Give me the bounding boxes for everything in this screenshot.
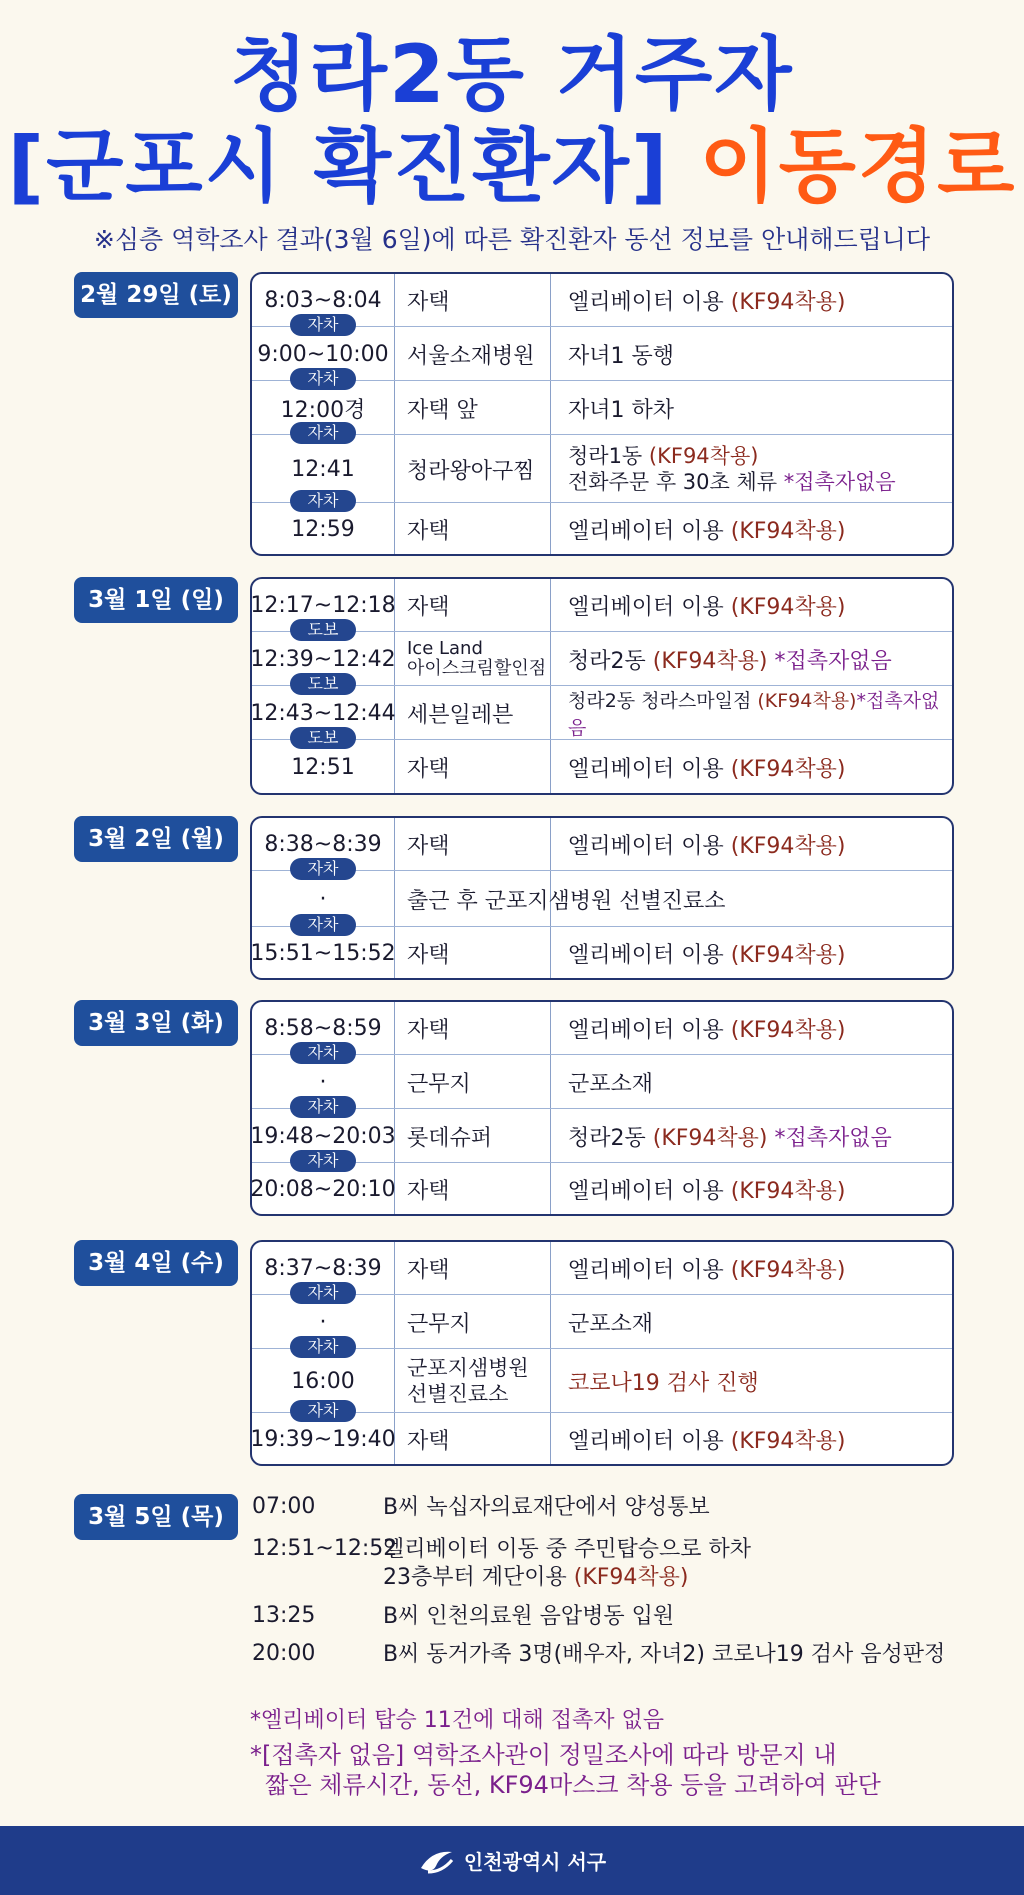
description-text (568, 644, 892, 675)
place-cell (407, 274, 557, 326)
table-row (252, 818, 952, 870)
table-row (252, 1294, 952, 1349)
transport-badge: 자차 (290, 1282, 356, 1304)
description-cell (568, 579, 952, 631)
date-badge: 3월 4일 (수) (74, 1240, 238, 1286)
place-cell (407, 435, 557, 503)
note-elevator: *엘리베이터 탑승 11건에 대해 접촉자 없음 (250, 1708, 664, 1733)
time-text: 15:51~15:52 (250, 940, 396, 966)
description-text (568, 1366, 759, 1397)
description-main: 자녀1 동행 (568, 343, 674, 369)
transport-badge: 자차 (290, 1096, 356, 1118)
time-text: 12:39~12:42 (250, 646, 396, 672)
mask-note: (KF94착용) (730, 289, 846, 315)
place-line1: Ice Land (407, 638, 483, 659)
time-text: · (319, 886, 327, 912)
description-cell (568, 1242, 952, 1294)
note-no-contact-line2: 짧은 체류시간, 동선, KF94마스크 착용 등을 고려하여 판단 (250, 1771, 881, 1799)
mask-note: (KF94착용) (730, 1017, 846, 1043)
time-text: 9:00~10:00 (257, 341, 389, 367)
time-text: 8:58~8:59 (264, 1015, 382, 1041)
event-text: B씨 녹십자의료재단에서 양성통보 (383, 1495, 710, 1520)
date-badge: 3월 3일 (화) (74, 1000, 238, 1046)
description-text (568, 514, 846, 545)
description-text (568, 1253, 846, 1284)
transport-badge: 도보 (290, 673, 356, 695)
mask-note: (KF94착용) (730, 594, 846, 620)
mask-note: (KF94착용) (730, 1257, 846, 1283)
event-description (383, 1641, 945, 1669)
time-text: 19:39~19:40 (250, 1426, 396, 1452)
title-route: 이동경로 (699, 120, 1017, 213)
description-cell (568, 435, 952, 503)
place-text: 자택 앞 (407, 397, 478, 423)
description-main: 청라2동 (568, 1125, 653, 1151)
table-row (252, 739, 952, 794)
place-cell (407, 1163, 557, 1215)
place-cell (407, 503, 557, 555)
event-time: 12:51~12:52 (252, 1536, 398, 1561)
description-cell (568, 1413, 952, 1465)
route-table (250, 577, 954, 795)
incheon-logo-icon (418, 1846, 456, 1876)
table-row (252, 326, 952, 381)
description-cell (568, 381, 952, 435)
description-cell (568, 1295, 952, 1349)
time-text: 8:03~8:04 (264, 287, 382, 313)
description-text (568, 1424, 846, 1455)
place-text: 자택 (407, 942, 450, 968)
table-row (252, 579, 952, 631)
mask-note: (KF94착용) (730, 756, 846, 782)
description-extra: 전화주문 후 30초 체류 (568, 470, 784, 494)
table-row (252, 1054, 952, 1109)
event-description (383, 1536, 751, 1592)
description-main: 군포소재 (568, 1311, 654, 1337)
place-cell (407, 1055, 557, 1109)
place-text: 근무지 (407, 1071, 471, 1097)
place-cell (407, 1242, 557, 1294)
place-cell (407, 818, 557, 870)
event-description (383, 1603, 674, 1631)
description-main: 엘리베이터 이용 (568, 756, 731, 782)
place-text: 자택 (407, 1257, 450, 1283)
place-text: 자택 (407, 1428, 450, 1454)
mask-note: (KF94착용) (730, 833, 846, 859)
description-main: 엘리베이터 이용 (568, 1017, 731, 1043)
footer-org: 인천광역시 서구 (463, 1850, 607, 1874)
transport-badge: 자차 (290, 314, 356, 336)
transport-badge: 자차 (290, 1150, 356, 1172)
time-text: 12:00경 (280, 397, 366, 423)
table-row (252, 1108, 952, 1163)
transport-badge: 자차 (290, 858, 356, 880)
time-text: 16:00 (291, 1368, 355, 1394)
title-confirmed-case: [군포시 확진환자] (7, 120, 670, 213)
place-text: 자택 (407, 518, 450, 544)
place-cell (407, 579, 557, 631)
description-cell (568, 1055, 952, 1109)
description-cell (568, 274, 952, 326)
place-cell (407, 927, 557, 979)
description-main: 엘리베이터 이용 (568, 1257, 731, 1283)
table-row (252, 380, 952, 435)
description-main: 청라2동 청라스마일점 (568, 690, 758, 712)
place-cell (407, 1413, 557, 1465)
time-text: 8:38~8:39 (264, 831, 382, 857)
description-cell (568, 1109, 952, 1163)
description-text (568, 393, 674, 424)
time-text: 12:17~12:18 (250, 592, 396, 618)
transport-badge: 자차 (290, 422, 356, 444)
no-contact-note: *접촉자없음 (774, 648, 892, 674)
time-text: 20:08~20:10 (250, 1176, 396, 1202)
mask-note: 코로나19 검사 진행 (568, 1370, 759, 1396)
place-text: 출근 후 군포지샘병원 선별진료소 (407, 888, 726, 914)
table-row (252, 870, 952, 927)
table-row (252, 1242, 952, 1294)
table-row (252, 1412, 952, 1465)
table-row (252, 434, 952, 503)
mask-note: (KF94착용) (730, 518, 846, 544)
route-table (250, 1000, 954, 1216)
date-badge: 3월 2일 (월) (74, 816, 238, 862)
description-cell (568, 1002, 952, 1054)
time-text: 12:59 (291, 516, 355, 542)
description-text (568, 752, 846, 783)
place-text: 자택 (407, 1178, 450, 1204)
time-text: 12:41 (291, 456, 355, 482)
description-cell (568, 818, 952, 870)
description-cell (568, 503, 952, 555)
time-text: 19:48~20:03 (250, 1123, 396, 1149)
place-cell (407, 1349, 557, 1413)
mask-note: (KF94착용) (757, 690, 857, 712)
mask-note: (KF94착용) (573, 1565, 689, 1590)
date-badge: 3월 1일 (일) (74, 577, 238, 623)
time-text: 12:43~12:44 (250, 700, 396, 726)
mask-note: (KF94착용) (652, 648, 775, 674)
description-cell (568, 1349, 952, 1413)
place-text: 자택 (407, 289, 450, 315)
table-row (252, 1162, 952, 1215)
description-cell (568, 327, 952, 381)
time-text: · (319, 1309, 327, 1335)
description-cell (568, 686, 952, 740)
route-table (250, 1240, 954, 1466)
note-no-contact (250, 1740, 881, 1800)
place-text (407, 1355, 529, 1407)
no-contact-note: *접촉자없음 (774, 1125, 892, 1151)
table-row (252, 926, 952, 979)
time-text: 8:37~8:39 (264, 1255, 382, 1281)
place-text (407, 639, 546, 679)
place-cell (407, 327, 557, 381)
place-text: 자택 (407, 833, 450, 859)
description-main: 엘리베이터 이용 (568, 289, 731, 315)
page-title-line1: 청라2동 거주자 (230, 28, 794, 121)
description-text (568, 339, 674, 370)
description-text (568, 1121, 892, 1152)
description-main: 엘리베이터 이용 (568, 833, 731, 859)
transport-badge: 도보 (290, 619, 356, 641)
description-main: 엘리베이터 이용 (568, 518, 731, 544)
footer (0, 1826, 1024, 1895)
description-main: 청라2동 (568, 648, 653, 674)
transport-badge: 자차 (290, 1336, 356, 1358)
description-text (568, 590, 846, 621)
mask-note: (KF94착용) (730, 1428, 846, 1454)
transport-badge: 자차 (290, 490, 356, 512)
no-contact-note: *접촉자없음 (568, 690, 940, 739)
place-text: 자택 (407, 756, 450, 782)
description-main: 자녀1 하차 (568, 397, 674, 423)
place-text: 근무지 (407, 1311, 471, 1337)
mask-note: (KF94착용) (648, 444, 759, 468)
event-time: 07:00 (252, 1494, 316, 1519)
transport-badge: 도보 (290, 727, 356, 749)
place-text: 서울소재병원 (407, 343, 535, 369)
subtitle: ※심층 역학조사 결과(3월 6일)에 따른 확진환자 동선 정보를 안내해드립니다 (93, 225, 931, 254)
place-text: 청라왕아구찜 (407, 458, 535, 484)
description-text (568, 1174, 846, 1205)
description-cell (568, 632, 952, 686)
event-text-extra: 23층부터 계단이용 (383, 1565, 574, 1590)
description-text (568, 443, 896, 495)
place-cell (407, 1002, 557, 1054)
event-time: 13:25 (252, 1603, 316, 1628)
place-text: 세븐일레븐 (407, 702, 514, 728)
place-cell (407, 686, 557, 740)
table-row (252, 1348, 952, 1413)
event-description (383, 1494, 710, 1522)
description-text (568, 938, 846, 969)
place-line2: 선별진료소 (407, 1382, 509, 1406)
mask-note: (KF94착용) (652, 1125, 775, 1151)
description-text (568, 829, 846, 860)
description-main: 엘리베이터 이용 (568, 1178, 731, 1204)
description-main: 엘리베이터 이용 (568, 1428, 731, 1454)
event-text: B씨 인천의료원 음압병동 입원 (383, 1604, 675, 1629)
description-cell (568, 740, 952, 794)
transport-badge: 자차 (290, 368, 356, 390)
event-time: 20:00 (252, 1641, 316, 1666)
place-text: 자택 (407, 1017, 450, 1043)
date-badge: 2월 29일 (토) (74, 272, 238, 318)
place-text: 롯데슈퍼 (407, 1125, 493, 1151)
table-row (252, 631, 952, 686)
description-main: 엘리베이터 이용 (568, 942, 731, 968)
event-text: 엘리베이터 이동 중 주민탑승으로 하차 (383, 1537, 752, 1562)
description-cell (568, 927, 952, 979)
description-text (568, 1067, 653, 1098)
table-row (252, 1002, 952, 1054)
place-text: 자택 (407, 594, 450, 620)
mask-note: (KF94착용) (730, 942, 846, 968)
place-line1: 군포지샘병원 (407, 1356, 529, 1380)
transport-badge: 자차 (290, 1042, 356, 1064)
place-cell (407, 1109, 557, 1163)
description-text (568, 686, 952, 740)
place-cell (407, 632, 557, 686)
description-main: 청라1동 (568, 444, 649, 468)
place-cell (407, 871, 947, 927)
table-row (252, 685, 952, 740)
description-main: 군포소재 (568, 1071, 654, 1097)
route-table (250, 816, 954, 980)
transport-badge: 자차 (290, 1400, 356, 1422)
place-cell (407, 381, 557, 435)
no-contact-note: *접촉자없음 (783, 470, 896, 494)
description-text (568, 1307, 653, 1338)
place-line2: 아이스크림할인점 (407, 658, 547, 679)
transport-badge: 자차 (290, 914, 356, 936)
table-row (252, 274, 952, 326)
route-table (250, 272, 954, 556)
time-text: · (319, 1069, 327, 1095)
description-cell (568, 1163, 952, 1215)
page-title-line2 (0, 122, 1024, 212)
date-badge: 3월 5일 (목) (74, 1494, 238, 1540)
table-row (252, 502, 952, 555)
place-cell (407, 1295, 557, 1349)
place-cell (407, 740, 557, 794)
time-text: 12:51 (291, 754, 355, 780)
description-main: 엘리베이터 이용 (568, 594, 731, 620)
event-text: B씨 동거가족 3명(배우자, 자녀2) 코로나19 검사 음성판정 (383, 1642, 946, 1667)
description-text (568, 285, 846, 316)
mask-note: (KF94착용) (730, 1178, 846, 1204)
description-text (568, 1013, 846, 1044)
note-no-contact-line1: *[접촉자 없음] 역학조사관이 정밀조사에 따라 방문지 내 (250, 1741, 837, 1769)
